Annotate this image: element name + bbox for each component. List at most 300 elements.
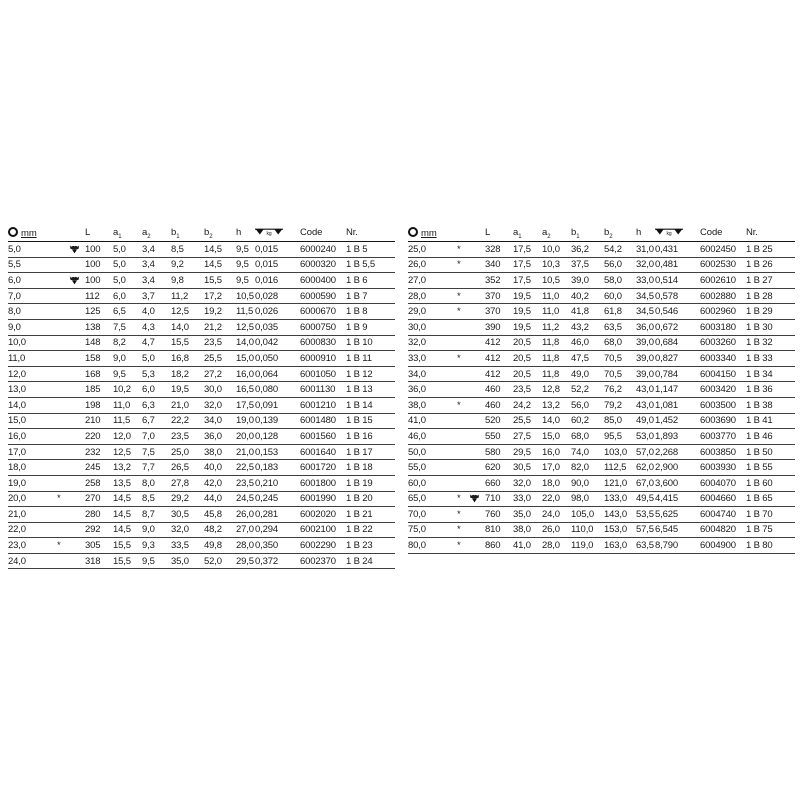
cell-size: 41,0 (408, 413, 457, 429)
cell-a2: 5,3 (142, 366, 171, 382)
cell-marking-icon (469, 257, 485, 273)
cell-b1: 30,5 (171, 507, 204, 523)
cell-b2: 38,0 (204, 444, 236, 460)
cell-b2: 48,2 (204, 522, 236, 538)
cell-nr: 1 B 7 (346, 288, 395, 304)
cell-marking-icon (69, 319, 85, 335)
cell-L: 580 (485, 444, 513, 460)
cell-a1: 20,5 (513, 351, 542, 367)
cell-marking-icon (69, 304, 85, 320)
cell-b1: 43,2 (571, 319, 604, 335)
column-header-a2: $a_2$ (542, 224, 571, 242)
cell-availability-mark (457, 382, 469, 398)
cell-availability-mark (457, 460, 469, 476)
cell-code: 6004900 (700, 538, 746, 554)
cell-size: 19,0 (8, 475, 57, 491)
cell-b1: 19,5 (171, 382, 204, 398)
column-header-nr: Nr. (346, 224, 395, 242)
cell-a1: 12,0 (113, 429, 142, 445)
cell-marking-icon (69, 288, 85, 304)
cell-weight-kg: 0,015 (255, 242, 300, 258)
cell-code: 6003420 (700, 382, 746, 398)
cell-marking-icon (469, 475, 485, 491)
cell-a1: 27,5 (513, 429, 542, 445)
cell-L: 168 (85, 366, 113, 382)
cell-b1: 36,2 (571, 242, 604, 258)
cell-b2: 103,0 (604, 444, 636, 460)
cell-a2: 11,8 (542, 366, 571, 382)
cell-size: 32,0 (408, 335, 457, 351)
cell-h: 34,5 (636, 304, 655, 320)
cell-weight-kg: 0,827 (655, 351, 700, 367)
cell-size: 17,0 (8, 444, 57, 460)
cell-size: 8,0 (8, 304, 57, 320)
cell-nr: 1 B 34 (746, 366, 795, 382)
cell-marking-icon (469, 335, 485, 351)
cell-marking-icon (469, 273, 485, 289)
cell-L: 370 (485, 288, 513, 304)
cell-availability-mark (457, 444, 469, 460)
diameter-unit-label: mm (21, 227, 37, 239)
cell-a2: 3,4 (142, 257, 171, 273)
cell-b2: 58,0 (604, 273, 636, 289)
cell-b1: 29,2 (171, 491, 204, 507)
cell-L: 220 (85, 429, 113, 445)
cell-a1: 19,5 (513, 319, 542, 335)
cell-L: 620 (485, 460, 513, 476)
spec-table-right (408, 224, 795, 554)
cell-size: 20,0 (8, 491, 57, 507)
cell-a2: 11,2 (542, 319, 571, 335)
cell-marking-icon (469, 507, 485, 523)
column-header-a1: $a_1$ (513, 224, 542, 242)
cell-a2: 6,7 (142, 413, 171, 429)
cell-a1: 30,5 (513, 460, 542, 476)
cell-h: 49,5 (636, 491, 655, 507)
spec-tables-container (8, 224, 795, 569)
cell-availability-mark (57, 288, 69, 304)
cell-marking-icon (469, 351, 485, 367)
cell-size: 14,0 (8, 397, 57, 413)
cell-nr: 1 B 13 (346, 382, 395, 398)
column-header-a2: $a_2$ (142, 224, 171, 242)
cell-nr: 1 B 19 (346, 475, 395, 491)
cell-size: 75,0 (408, 522, 457, 538)
column-header-code: Code (300, 224, 346, 242)
cell-b2: 36,0 (204, 429, 236, 445)
cell-a2: 5,0 (142, 351, 171, 367)
cell-b2: 14,5 (204, 257, 236, 273)
cell-code: 6002020 (300, 507, 346, 523)
cell-availability-mark (457, 475, 469, 491)
cell-L: 270 (85, 491, 113, 507)
cell-a1: 11,0 (113, 397, 142, 413)
cell-availability-mark (57, 413, 69, 429)
table-row (8, 382, 395, 398)
table-row (8, 319, 395, 335)
cell-nr: 1 B 9 (346, 319, 395, 335)
cell-nr: 1 B 25 (746, 242, 795, 258)
cell-size: 33,0 (408, 351, 457, 367)
cell-h: 21,0 (236, 444, 255, 460)
cell-marking-icon (469, 397, 485, 413)
table-row (8, 475, 395, 491)
cell-L: 660 (485, 475, 513, 491)
cell-size: 30,0 (408, 319, 457, 335)
cell-h: 20,0 (236, 429, 255, 445)
table-row (408, 288, 795, 304)
cell-b1: 82,0 (571, 460, 604, 476)
cell-code: 6001130 (300, 382, 346, 398)
cell-code: 6002100 (300, 522, 346, 538)
cell-marking-icon (69, 507, 85, 523)
cell-availability-mark (57, 242, 69, 258)
cell-availability-mark (57, 257, 69, 273)
cell-marking-icon (69, 257, 85, 273)
cell-a1: 7,5 (113, 319, 142, 335)
cell-size: 13,0 (8, 382, 57, 398)
cell-b1: 90,0 (571, 475, 604, 491)
cell-b1: 68,0 (571, 429, 604, 445)
cell-b2: 27,2 (204, 366, 236, 382)
circle-ring-icon (408, 227, 418, 237)
cell-size: 34,0 (408, 366, 457, 382)
cell-marking-icon (69, 382, 85, 398)
cell-h: 36,0 (636, 319, 655, 335)
cell-h: 57,5 (636, 522, 655, 538)
table-row (408, 319, 795, 335)
cell-availability-mark: * (457, 351, 469, 367)
cell-a2: 9,0 (142, 522, 171, 538)
column-header-h: h (236, 224, 255, 242)
cell-b1: 52,2 (571, 382, 604, 398)
cell-size: 6,0 (8, 273, 57, 289)
cell-L: 460 (485, 397, 513, 413)
cell-b2: 76,2 (604, 382, 636, 398)
cell-code: 6003850 (700, 444, 746, 460)
table-row (8, 397, 395, 413)
column-header-code: Code (700, 224, 746, 242)
cell-size: 65,0 (408, 491, 457, 507)
cell-L: 860 (485, 538, 513, 554)
cell-b2: 61,8 (604, 304, 636, 320)
cell-b2: 68,0 (604, 335, 636, 351)
cell-size: 28,0 (408, 288, 457, 304)
cell-b1: 33,5 (171, 538, 204, 554)
cell-marking-icon (69, 366, 85, 382)
cell-b1: 12,5 (171, 304, 204, 320)
cell-weight-kg: 0,016 (255, 273, 300, 289)
cell-availability-mark (57, 304, 69, 320)
table-row (8, 413, 395, 429)
cell-b2: 15,5 (204, 273, 236, 289)
column-header-weight (655, 224, 700, 242)
cell-availability-mark (57, 397, 69, 413)
cell-a2: 7,7 (142, 460, 171, 476)
column-header-L: L (85, 224, 113, 242)
cell-code: 6000830 (300, 335, 346, 351)
cell-availability-mark: * (457, 507, 469, 523)
cell-nr: 1 B 6 (346, 273, 395, 289)
cell-h: 16,5 (236, 382, 255, 398)
cell-code: 6001480 (300, 413, 346, 429)
cell-b1: 14,0 (171, 319, 204, 335)
cell-b1: 40,2 (571, 288, 604, 304)
cell-a1: 13,2 (113, 460, 142, 476)
cell-code: 6001560 (300, 429, 346, 445)
cell-nr: 1 B 70 (746, 507, 795, 523)
cell-weight-kg: 1,893 (655, 429, 700, 445)
cell-h: 10,5 (236, 288, 255, 304)
column-header-L: L (485, 224, 513, 242)
cell-code: 6001640 (300, 444, 346, 460)
cell-h: 28,0 (236, 538, 255, 554)
cell-availability-mark (57, 366, 69, 382)
cell-L: 158 (85, 351, 113, 367)
cell-weight-kg: 0,035 (255, 319, 300, 335)
column-header-nr: Nr. (746, 224, 795, 242)
column-header-a1: $a_1$ (113, 224, 142, 242)
cell-nr: 1 B 29 (746, 304, 795, 320)
cell-h: 9,5 (236, 242, 255, 258)
cell-a2: 11,8 (542, 351, 571, 367)
svg-text:kg: kg (266, 231, 272, 238)
table-row (8, 553, 395, 569)
cell-a2: 8,0 (142, 475, 171, 491)
cell-L: 412 (485, 351, 513, 367)
cell-marking-icon (69, 553, 85, 569)
cell-b2: 19,2 (204, 304, 236, 320)
cell-code: 6003930 (700, 460, 746, 476)
table-header-row (8, 224, 395, 242)
cell-a1: 9,5 (113, 366, 142, 382)
cell-nr: 1 B 75 (746, 522, 795, 538)
cell-size: 21,0 (8, 507, 57, 523)
cell-nr: 1 B 11 (346, 351, 395, 367)
cell-b2: 79,2 (604, 397, 636, 413)
cell-L: 100 (85, 257, 113, 273)
cell-availability-mark (57, 444, 69, 460)
cell-code: 6000240 (300, 242, 346, 258)
cell-nr: 1 B 14 (346, 397, 395, 413)
cell-a2: 11,0 (542, 304, 571, 320)
cell-code: 6000750 (300, 319, 346, 335)
cell-weight-kg: 0,042 (255, 335, 300, 351)
cell-weight-kg: 0,153 (255, 444, 300, 460)
cell-code: 6001050 (300, 366, 346, 382)
cell-code: 6002290 (300, 538, 346, 554)
cell-b2: 52,0 (204, 553, 236, 569)
cell-nr: 1 B 24 (346, 553, 395, 569)
cell-availability-mark (57, 319, 69, 335)
table-row (408, 397, 795, 413)
cell-b2: 17,2 (204, 288, 236, 304)
cell-weight-kg: 0,684 (655, 335, 700, 351)
cell-a1: 9,0 (113, 351, 142, 367)
cell-size: 15,0 (8, 413, 57, 429)
balance-scale-kg-icon (255, 227, 283, 237)
cell-size: 70,0 (408, 507, 457, 523)
cell-b2: 54,2 (604, 242, 636, 258)
cell-size: 5,0 (8, 242, 57, 258)
cell-a1: 38,0 (513, 522, 542, 538)
cell-b2: 49,8 (204, 538, 236, 554)
cell-nr: 1 B 17 (346, 444, 395, 460)
cell-nr: 1 B 32 (746, 335, 795, 351)
cell-a2: 15,0 (542, 429, 571, 445)
table-row (8, 444, 395, 460)
cell-a2: 6,3 (142, 397, 171, 413)
cell-b2: 40,0 (204, 460, 236, 476)
cell-code: 6003770 (700, 429, 746, 445)
cell-code: 6000590 (300, 288, 346, 304)
cell-marking-icon (469, 242, 485, 258)
cell-size: 24,0 (8, 553, 57, 569)
cell-b2: 34,0 (204, 413, 236, 429)
table-row (408, 335, 795, 351)
cell-b1: 105,0 (571, 507, 604, 523)
cell-b2: 63,5 (604, 319, 636, 335)
cell-weight-kg: 6,545 (655, 522, 700, 538)
cell-weight-kg: 1,081 (655, 397, 700, 413)
table-row (408, 351, 795, 367)
cell-h: 12,5 (236, 319, 255, 335)
cell-size: 18,0 (8, 460, 57, 476)
cell-code: 6004150 (700, 366, 746, 382)
cell-L: 710 (485, 491, 513, 507)
cell-a1: 15,5 (113, 538, 142, 554)
cell-nr: 1 B 10 (346, 335, 395, 351)
cell-nr: 1 B 33 (746, 351, 795, 367)
cell-h: 43,0 (636, 382, 655, 398)
cell-a2: 7,0 (142, 429, 171, 445)
cell-weight-kg: 0,015 (255, 257, 300, 273)
cell-L: 520 (485, 413, 513, 429)
table-row (408, 460, 795, 476)
cell-a1: 35,0 (513, 507, 542, 523)
cell-b1: 47,5 (571, 351, 604, 367)
cell-code: 6002880 (700, 288, 746, 304)
cell-weight-kg: 0,245 (255, 491, 300, 507)
cell-b1: 25,0 (171, 444, 204, 460)
cell-a2: 10,5 (542, 273, 571, 289)
cell-a1: 14,5 (113, 522, 142, 538)
cell-code: 6000320 (300, 257, 346, 273)
cell-L: 318 (85, 553, 113, 569)
cell-availability-mark: * (57, 538, 69, 554)
cell-b1: 98,0 (571, 491, 604, 507)
cell-a1: 20,5 (513, 366, 542, 382)
cell-L: 232 (85, 444, 113, 460)
cell-h: 63,5 (636, 538, 655, 554)
cell-a2: 22,0 (542, 491, 571, 507)
diameter-column-header (8, 224, 85, 242)
cell-a2: 24,0 (542, 507, 571, 523)
cell-b2: 56,0 (604, 257, 636, 273)
cell-availability-mark (57, 460, 69, 476)
cell-weight-kg: 0,546 (655, 304, 700, 320)
cell-a1: 13,5 (113, 475, 142, 491)
cell-a2: 8,7 (142, 507, 171, 523)
cell-h: 62,0 (636, 460, 655, 476)
cell-code: 6004070 (700, 475, 746, 491)
table-row (8, 242, 395, 258)
table-row (8, 366, 395, 382)
cell-marking-icon (69, 413, 85, 429)
cell-a1: 15,5 (113, 553, 142, 569)
table-row (408, 382, 795, 398)
cell-nr: 1 B 60 (746, 475, 795, 491)
cell-b1: 22,2 (171, 413, 204, 429)
cell-b1: 26,5 (171, 460, 204, 476)
cell-a2: 11,0 (542, 288, 571, 304)
cell-L: 148 (85, 335, 113, 351)
cell-a2: 8,5 (142, 491, 171, 507)
diameter-unit-label: mm (421, 227, 437, 239)
cell-nr: 1 B 18 (346, 460, 395, 476)
cell-weight-kg: 0,183 (255, 460, 300, 476)
cell-availability-mark: * (457, 257, 469, 273)
cell-a1: 32,0 (513, 475, 542, 491)
cell-weight-kg: 0,578 (655, 288, 700, 304)
cell-weight-kg: 0,281 (255, 507, 300, 523)
cell-a2: 18,0 (542, 475, 571, 491)
table-row (408, 522, 795, 538)
cell-a1: 19,5 (513, 288, 542, 304)
cell-a1: 41,0 (513, 538, 542, 554)
cell-nr: 1 B 36 (746, 382, 795, 398)
cell-b2: 42,0 (204, 475, 236, 491)
table-row (8, 351, 395, 367)
column-header-weight (255, 224, 300, 242)
cell-L: 245 (85, 460, 113, 476)
cell-availability-mark (57, 522, 69, 538)
cell-b1: 27,8 (171, 475, 204, 491)
cell-b1: 119,0 (571, 538, 604, 554)
cell-weight-kg: 1,147 (655, 382, 700, 398)
cell-h: 33,0 (636, 273, 655, 289)
cell-a2: 16,0 (542, 444, 571, 460)
cell-marking-icon (469, 288, 485, 304)
cell-b1: 23,5 (171, 429, 204, 445)
table-header-row (408, 224, 795, 242)
cell-b2: 143,0 (604, 507, 636, 523)
cell-marking-icon (469, 366, 485, 382)
cell-size: 80,0 (408, 538, 457, 554)
spec-table-left (8, 224, 395, 569)
cell-weight-kg: 0,372 (255, 553, 300, 569)
cell-b1: 32,0 (171, 522, 204, 538)
cell-weight-kg: 0,080 (255, 382, 300, 398)
cell-h: 32,0 (636, 257, 655, 273)
cell-h: 53,5 (636, 507, 655, 523)
cell-b2: 163,0 (604, 538, 636, 554)
cell-size: 11,0 (8, 351, 57, 367)
column-header-b2: $b_2$ (604, 224, 636, 242)
cell-code: 6001210 (300, 397, 346, 413)
cell-marking-icon (469, 491, 485, 507)
cell-code: 6002530 (700, 257, 746, 273)
cell-weight-kg: 0,514 (655, 273, 700, 289)
cell-nr: 1 B 38 (746, 397, 795, 413)
cell-L: 112 (85, 288, 113, 304)
cell-availability-mark (57, 335, 69, 351)
cell-a1: 17,5 (513, 257, 542, 273)
cell-a2: 13,2 (542, 397, 571, 413)
table-row (8, 460, 395, 476)
cell-a2: 12,8 (542, 382, 571, 398)
balance-scale-kg-icon (655, 227, 683, 237)
